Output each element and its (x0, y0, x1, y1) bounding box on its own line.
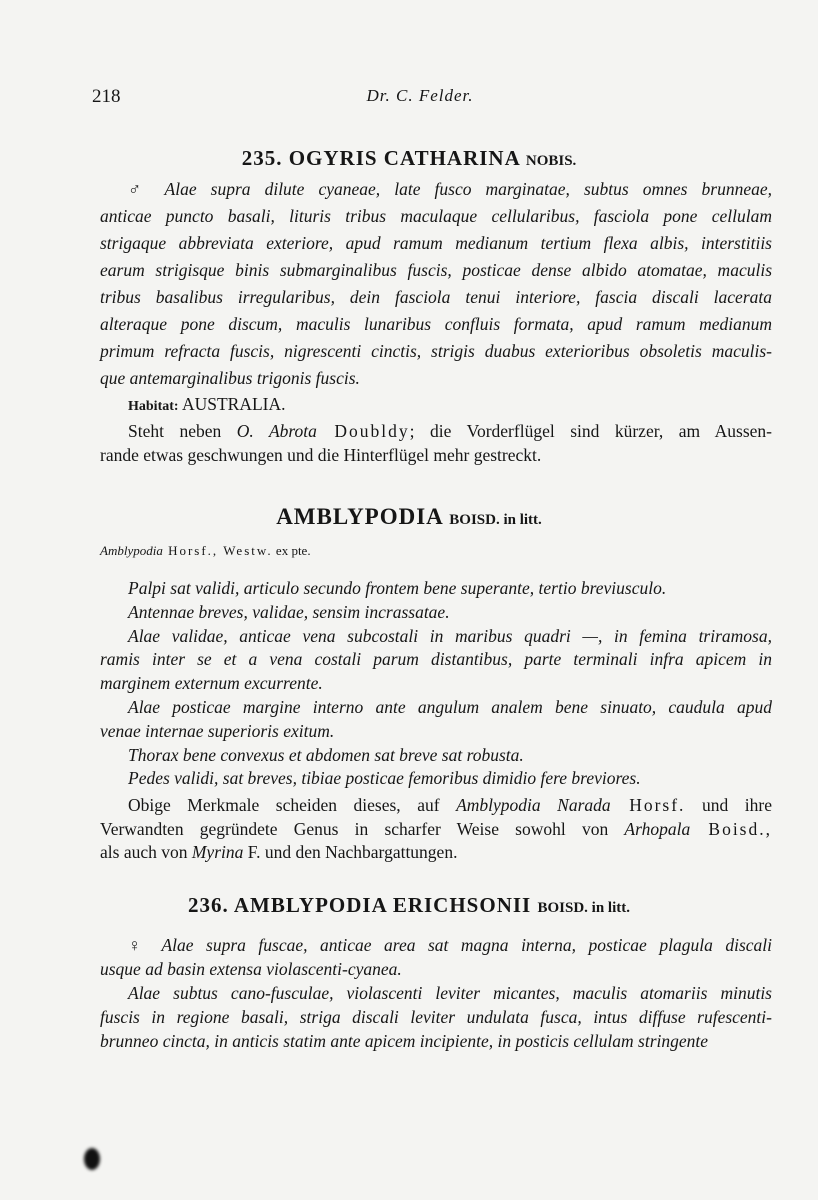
description-ogyris-line: ♂ Alae supra dilute cyaneae, late fusco marginatae, subtus omnes brunneae, (128, 179, 772, 199)
remark-ogyris-line (128, 420, 772, 442)
habitat-value: AUSTRALIA. (181, 394, 286, 414)
section-heading-236 (0, 893, 818, 918)
genus-characters-line: Thorax bene convexus et abdomen sat breve sat robusta. (128, 744, 524, 765)
description-erichsonii-line: ♀ Alae supra fuscae, anticae area sat magna interna, posticae plagula discali (128, 935, 772, 955)
description-ogyris-line: tribus basalibus irregularibus, dein fasciola tenui interiore, fascia discali lacerata (100, 287, 772, 307)
genus-characters-line: marginem externum excurrente. (100, 673, 323, 694)
section-number: 235. (241, 146, 283, 170)
genus-characters-line: Alae validae, anticae vena subcostali in maribus quadri —, in femina triramosa, (128, 625, 772, 646)
synonymy-line-line (100, 540, 772, 562)
genus-characters-line: Alae posticae margine interno ante angulum analem bene sinuato, caudula apud (128, 697, 772, 717)
description-ogyris-line: earum strigisque binis submarginalibus fuscis, posticae dense albido atomatae, maculis (100, 260, 772, 280)
text-segment: Arhopala (624, 818, 691, 839)
ink-blot (84, 1148, 100, 1170)
text-segment: ; die Vorderflügel sind kürzer, am Aussen- (409, 421, 772, 441)
habitat-line (128, 393, 772, 418)
description-ogyris-line: primum refracta fuscis, nigrescenti cinctis, strigis duabus exterioribus obsoletis maculis- (100, 341, 772, 361)
genus-characters-line: ramis inter se et a vena costali parum distantibus, parte terminali infra apicem in (100, 649, 772, 670)
section-title: OGYRIS CATHARINA (288, 146, 520, 170)
section-number: 236. (188, 893, 229, 917)
text-segment: Myrina (191, 842, 244, 862)
text-segment: Amblypodia Narada (456, 795, 611, 815)
text-segment: Horsf., Westw. (162, 543, 273, 558)
text-segment: Doubldy (316, 421, 410, 441)
text-segment: Horsf. (610, 795, 686, 815)
page-number: 218 (92, 86, 121, 107)
text-segment: F. und den Nachbargattungen. (243, 842, 458, 862)
genus-characters-line: venae internae superioris exitum. (100, 720, 335, 741)
genus-characters-line: Palpi sat validi, articulo secundo frontem bene superante, tertio breviusculo. (128, 578, 667, 598)
description-erichsonii-line: usque ad basin extensa violascenti-cyanea. (100, 959, 402, 979)
text-segment: ex pte. (272, 543, 311, 558)
section-heading-235 (0, 146, 818, 171)
section-suffix: BOISD. in litt. (537, 900, 630, 916)
description-ogyris-line: anticae puncto basali, lituris tribus maculaque cellularibus, fasciola pone cellulam (100, 206, 772, 226)
genus-characters-line: Pedes validi, sat breves, tibiae posticae femoribus dimidio fere breviores. (128, 768, 641, 789)
section-title: AMBLYPODIA (276, 504, 443, 529)
running-head: Dr. C. Felder. (366, 86, 474, 105)
section-suffix: NOBIS. (525, 153, 577, 169)
section-title: AMBLYPODIA ERICHSONII (233, 893, 532, 917)
description-ogyris-line: strigaque abbreviata exteriore, apud ramum medianum tertium flexa albis, interstitiis (100, 233, 772, 253)
description-erichsonii-line: Alae subtus cano-fusculae, violascenti leviter micantes, maculis atomariis minutis (128, 983, 772, 1003)
genus-characters-line: Antennae breves, validae, sensim incrassatae. (128, 601, 450, 622)
text-segment: als auch von (100, 842, 192, 862)
remark-genus-line (100, 818, 772, 840)
remark-genus-line (100, 841, 772, 863)
remark-ogyris-line: rande etwas geschwungen und die Hinterflügel mehr gestreckt. (100, 445, 542, 465)
description-ogyris-line: alteraque pone discum, maculis lunaribus confluis formata, apud ramum medianum (100, 314, 772, 334)
text-segment: Amblypodia (100, 543, 163, 558)
text-segment: Obige Merkmale scheiden dieses, auf (128, 795, 457, 815)
remark-genus-line (128, 794, 772, 816)
description-erichsonii-line: fuscis in regione basali, striga discali leviter undulata fusca, intus diffuse rufescenti- (100, 1007, 772, 1027)
text-segment: Steht neben (128, 421, 237, 441)
text-segment: Boisd., (690, 818, 772, 839)
text-segment: und ihre (685, 795, 772, 815)
text-segment: O. Abrota (236, 421, 317, 441)
description-ogyris-line: que antemarginalibus trigonis fuscis. (100, 368, 360, 388)
section-suffix: BOISD. in litt. (449, 512, 542, 528)
habitat-label: Habitat: (128, 399, 179, 414)
genus-heading-amblypodia (0, 504, 818, 530)
description-erichsonii-line: brunneo cincta, in anticis statim ante apicem incipiente, in posticis cellulam stringente (100, 1031, 709, 1051)
text-segment: Verwandten gegründete Genus in scharfer Weise sowohl von (100, 818, 625, 839)
